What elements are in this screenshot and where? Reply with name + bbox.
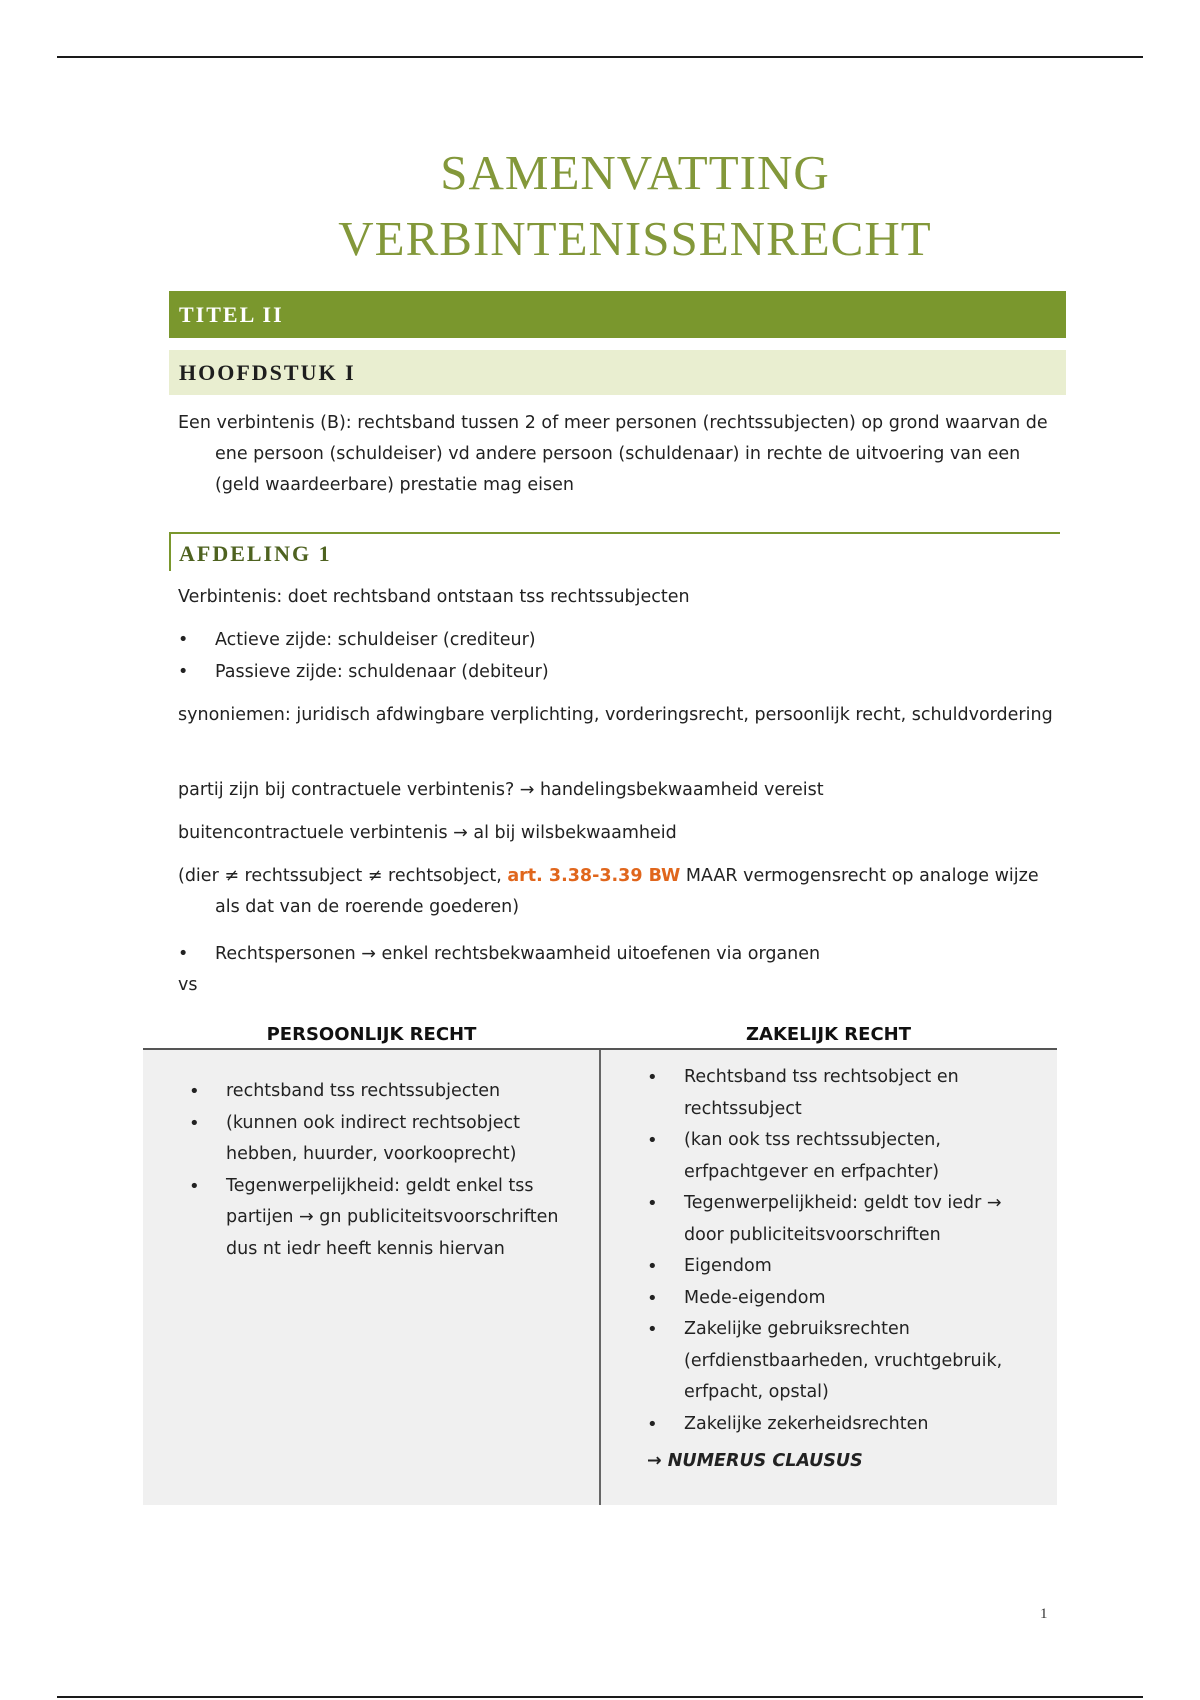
bullet-rechtspersonen: [178, 939, 820, 970]
page-bottom-rule: [57, 1696, 1143, 1698]
list-item: • Mede-eigendom: [647, 1283, 1027, 1315]
list-item: • Tegenwerpelijkheid: geldt tov iedr → door publiciteitsvoorschriften: [647, 1188, 1027, 1251]
table-cell-zakelijk: [601, 1050, 1057, 1505]
page-top-rule: [57, 56, 1143, 58]
list-item: • Eigendom: [647, 1251, 1027, 1283]
page-number: 1: [1040, 1606, 1048, 1622]
title-line-1: SAMENVATTING: [440, 145, 830, 200]
dier-text-pre: (dier ≠ rechtssubject ≠ rechtsobject,: [178, 866, 508, 886]
table-header-zakelijk: ZAKELIJK RECHT: [745, 1024, 911, 1045]
vs-label: vs: [178, 975, 198, 995]
hoofdstuk-heading: HOOFDSTUK I: [169, 350, 1066, 395]
numerus-clausus: → NUMERUS CLAUSUS: [647, 1451, 863, 1471]
persoonlijk-list: [189, 1076, 579, 1265]
list-item: • Zakelijke gebruiksrechten (erfdienstbaarheden, vruchtgebruik, erfpacht, opstal): [647, 1314, 1027, 1409]
synoniemen-paragraph: synoniemen: juridisch afdwingbare verplichting, vorderingsrecht, persoonlijk recht, schuldvordering: [178, 705, 1053, 725]
list-item: • rechtsband tss rechtssubjecten: [189, 1076, 579, 1108]
bullet-passieve-zijde: [178, 657, 549, 688]
zakelijk-list: [647, 1062, 1027, 1440]
bullet-dot: •: [178, 662, 189, 682]
bullet-actieve-zijde: [178, 625, 536, 656]
list-item: • (kunnen ook indirect rechtsobject hebben, huurder, voorkooprecht): [189, 1108, 579, 1171]
afdeling-heading: AFDELING 1: [169, 532, 1060, 571]
bullet-dot: •: [178, 944, 189, 964]
article-reference: art. 3.38-3.39 BW: [507, 866, 681, 886]
list-item: • Rechtsband tss rechtsobject en rechtssubject: [647, 1062, 1027, 1125]
bullet-dot: •: [178, 630, 189, 650]
dier-text-post: MAAR vermogensrecht op analoge wijze als dat van de roerende goederen): [215, 866, 1039, 917]
title-line-2: VERBINTENISSENRECHT: [338, 211, 932, 266]
list-item: • (kan ook tss rechtssubjecten, erfpachtgever en erfpachter): [647, 1125, 1027, 1188]
list-item: • Tegenwerpelijkheid: geldt enkel tss partijen → gn publiciteitsvoorschriften dus nt iedr heeft kennis hiervan: [189, 1171, 579, 1266]
partij-line: partij zijn bij contractuele verbintenis? → handelingsbekwaamheid vereist: [178, 780, 824, 800]
document-title: [170, 140, 1100, 272]
bullet-text: Rechtspersonen → enkel rechtsbekwaamheid uitoefenen via organen: [215, 944, 821, 964]
bullet-text: Passieve zijde: schuldenaar (debiteur): [215, 662, 549, 682]
table-header-persoonlijk: PERSOONLIJK RECHT: [266, 1024, 477, 1045]
bullet-text: Actieve zijde: schuldeiser (crediteur): [215, 630, 536, 650]
buitencontractueel-line: buitencontractuele verbintenis → al bij wilsbekwaamheid: [178, 823, 677, 843]
list-item: • Zakelijke zekerheidsrechten: [647, 1409, 1027, 1441]
definition-paragraph: Een verbintenis (B): rechtsband tussen 2 of meer personen (rechtssubjecten) op grond waarvan de ene persoon (schuldeiser) vd andere persoon (schuldenaar) in rechte de uitvoering van een (geld waardeerbare) prestatie mag eisen: [178, 413, 1048, 495]
titel-heading: TITEL II: [169, 291, 1066, 338]
verbintenis-line: Verbintenis: doet rechtsband ontstaan tss rechtssubjecten: [178, 587, 690, 607]
comparison-table: [143, 1014, 1057, 1491]
dier-paragraph: [178, 861, 1058, 923]
table-cell-persoonlijk: [143, 1050, 599, 1505]
